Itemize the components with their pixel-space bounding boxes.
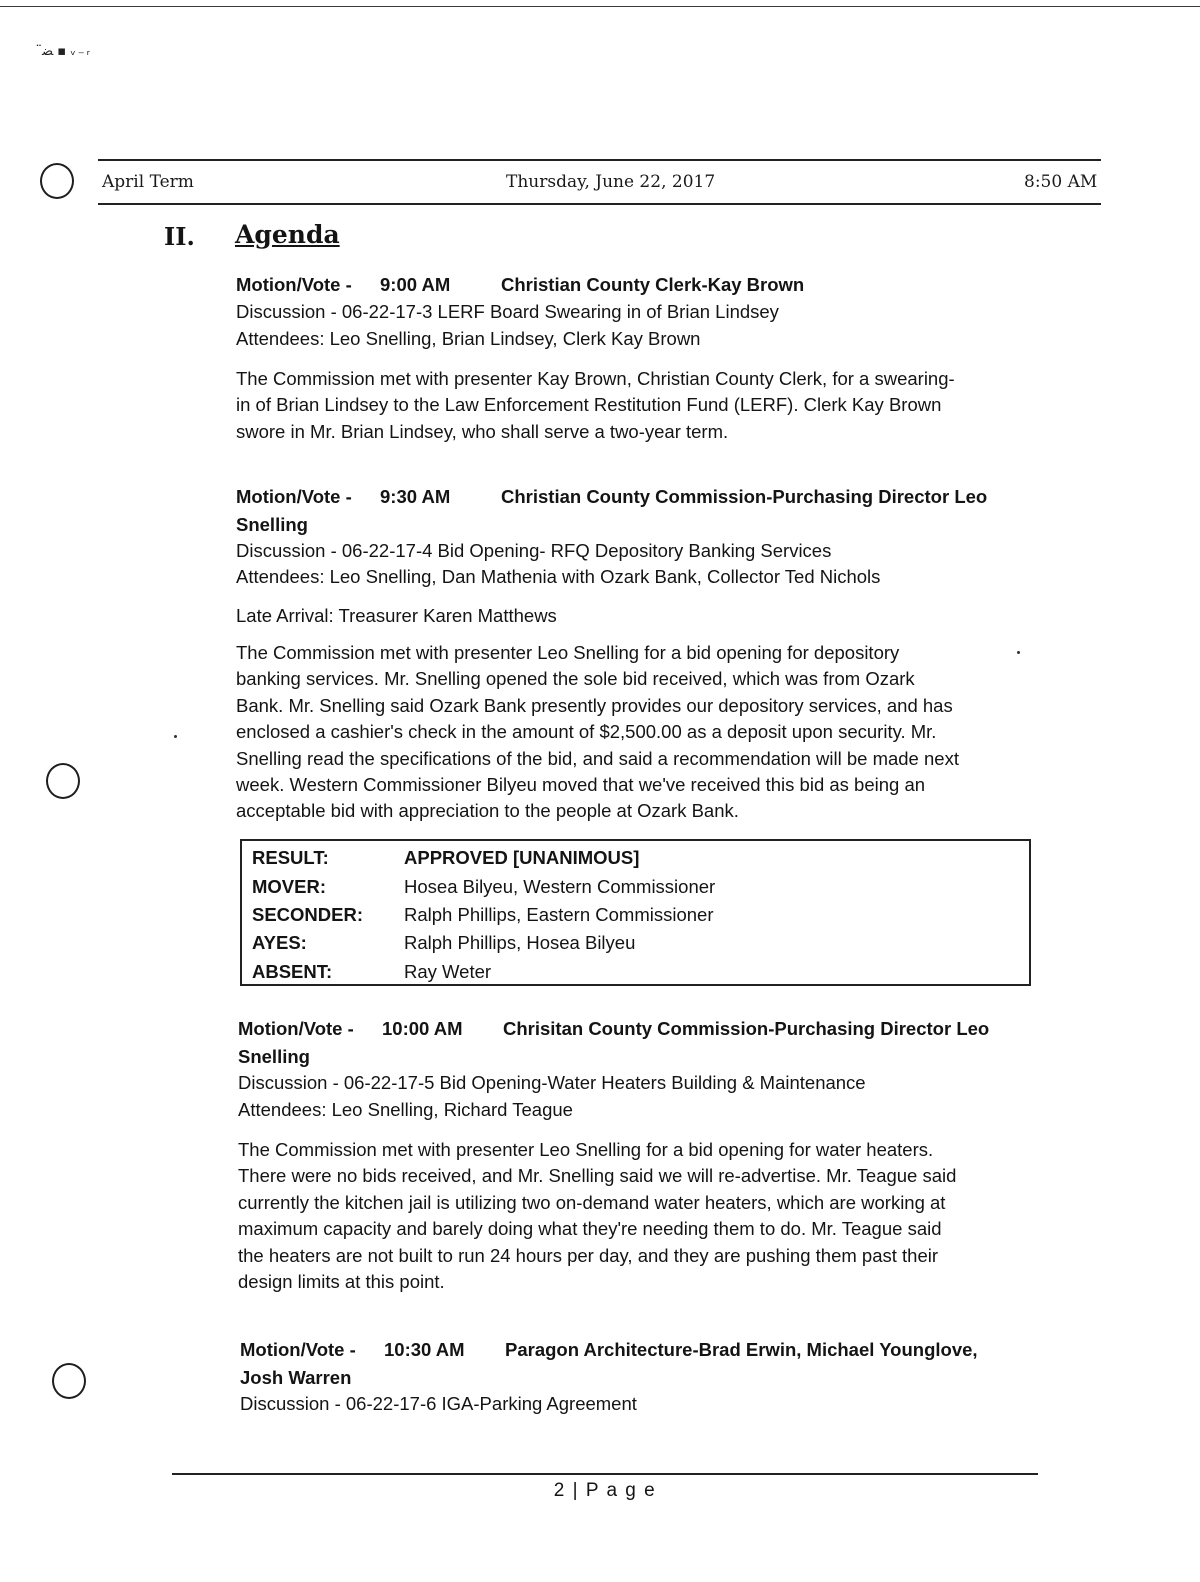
- item-body: [236, 640, 1056, 825]
- motion-presenter: Christian County Clerk-Kay Brown: [501, 274, 805, 295]
- motion-label: Motion/Vote -: [236, 274, 352, 295]
- late-arrival-line: Late Arrival: Treasurer Karen Matthews: [236, 605, 557, 626]
- discussion-line: Discussion - 06-22-17-3 LERF Board Swearing in of Brian Lindsey: [236, 301, 779, 322]
- scan-edge-line: [0, 6, 1200, 7]
- vote-label: AYES:: [252, 932, 307, 953]
- body-line: The Commission met with presenter Kay Brown, Christian County Clerk, for a swearing-: [236, 368, 955, 389]
- vote-value: Ralph Phillips, Eastern Commissioner: [404, 904, 714, 925]
- motion-time: 9:00 AM: [380, 274, 451, 295]
- attendees-line: Attendees: Leo Snelling, Brian Lindsey, Clerk Kay Brown: [236, 328, 701, 349]
- vote-value: Hosea Bilyeu, Western Commissioner: [404, 876, 716, 897]
- vote-label: ABSENT:: [252, 961, 333, 982]
- scan-speck: [174, 735, 177, 738]
- body-line: The Commission met with presenter Leo Snelling for a bid opening for depository: [236, 642, 900, 663]
- motion-presenter-cont: Snelling: [236, 514, 308, 535]
- motion-presenter: Christian County Commission-Purchasing Director Leo: [501, 486, 988, 507]
- header-time: 8:50 AM: [1024, 172, 1098, 192]
- body-line: maximum capacity and barely doing what they're needing them to do. Mr. Teague said: [238, 1218, 942, 1240]
- punch-hole-icon: [46, 763, 80, 799]
- motion-time: 9:30 AM: [380, 486, 451, 507]
- motion-label: Motion/Vote -: [236, 486, 352, 507]
- body-line: banking services. Mr. Snelling opened the sole bid received, which was from Ozark: [236, 668, 915, 690]
- body-line: week. Western Commissioner Bilyeu moved that we've received this bid as being an: [236, 774, 926, 796]
- body-line: design limits at this point.: [238, 1271, 445, 1293]
- body-line: Snelling read the specifications of the bid, and said a recommendation will be made next: [236, 747, 959, 769]
- body-line: the heaters are not built to run 24 hours per day, and they are pushing them past their: [238, 1244, 939, 1266]
- motion-presenter: Paragon Architecture-Brad Erwin, Michael Younglove,: [505, 1339, 978, 1360]
- vote-label: SECONDER:: [252, 904, 364, 925]
- motion-label: Motion/Vote -: [238, 1018, 354, 1039]
- punch-hole-icon: [52, 1363, 86, 1399]
- body-line: enclosed a cashier's check in the amount of $2,500.00 as a deposit upon security. Mr.: [236, 721, 937, 743]
- discussion-line: Discussion - 06-22-17-5 Bid Opening-Water Heaters Building & Maintenance: [238, 1072, 866, 1093]
- motion-label: Motion/Vote -: [240, 1339, 356, 1360]
- body-line: Bank. Mr. Snelling said Ozark Bank presently provides our depository services, and has: [236, 694, 953, 716]
- body-line: swore in Mr. Brian Lindsey, who shall serve a two-year term.: [236, 420, 729, 442]
- footer-rule: [172, 1473, 1038, 1475]
- body-line: acceptable bid with appreciation to the people at Ozark Bank.: [236, 800, 739, 822]
- discussion-line: Discussion - 06-22-17-4 Bid Opening- RFQ Depository Banking Services: [236, 540, 832, 561]
- vote-label: RESULT:: [252, 847, 329, 868]
- header-rule-bottom: [98, 203, 1101, 205]
- punch-hole-icon: [40, 163, 74, 199]
- section-number: II.: [164, 222, 195, 251]
- motion-presenter-cont: Snelling: [238, 1046, 310, 1067]
- motion-presenter-cont: Josh Warren: [240, 1367, 352, 1388]
- vote-value: Ralph Phillips, Hosea Bilyeu: [404, 932, 636, 953]
- discussion-line: Discussion - 06-22-17-6 IGA-Parking Agreement: [240, 1393, 637, 1414]
- header-date: Thursday, June 22, 2017: [506, 172, 716, 192]
- vote-result-box: [240, 839, 1031, 986]
- body-line: currently the kitchen jail is utilizing two on-demand water heaters, which are working at: [238, 1191, 946, 1213]
- vote-value: Ray Weter: [404, 961, 492, 982]
- header-term: April Term: [102, 172, 194, 192]
- attendees-line: Attendees: Leo Snelling, Richard Teague: [238, 1099, 573, 1120]
- item-body: [236, 366, 1046, 445]
- vote-label: MOVER:: [252, 876, 326, 897]
- scan-speck: [1017, 651, 1020, 654]
- body-line: There were no bids received, and Mr. Snelling said we will re-advertise. Mr. Teague said: [238, 1165, 957, 1187]
- motion-time: 10:00 AM: [382, 1018, 463, 1039]
- attendees-line: Attendees: Leo Snelling, Dan Mathenia with Ozark Bank, Collector Ted Nichols: [236, 566, 881, 587]
- body-line: The Commission met with presenter Leo Snelling for a bid opening for water heaters.: [238, 1139, 934, 1160]
- section-title: Agenda: [235, 220, 340, 249]
- header-rule-top: [98, 159, 1101, 161]
- vote-value: APPROVED [UNANIMOUS]: [404, 847, 640, 868]
- page-number: 2 | P a g e: [553, 1480, 657, 1501]
- body-line: in of Brian Lindsey to the Law Enforcement Restitution Fund (LERF). Clerk Kay Brown: [236, 394, 942, 416]
- motion-presenter: Chrisitan County Commission-Purchasing Director Leo: [503, 1018, 990, 1039]
- item-body: [238, 1137, 1048, 1295]
- motion-time: 10:30 AM: [384, 1339, 465, 1360]
- scan-artifact-mark: ﻀ̈ ▪ ᵥ₋ᵣ: [42, 44, 93, 59]
